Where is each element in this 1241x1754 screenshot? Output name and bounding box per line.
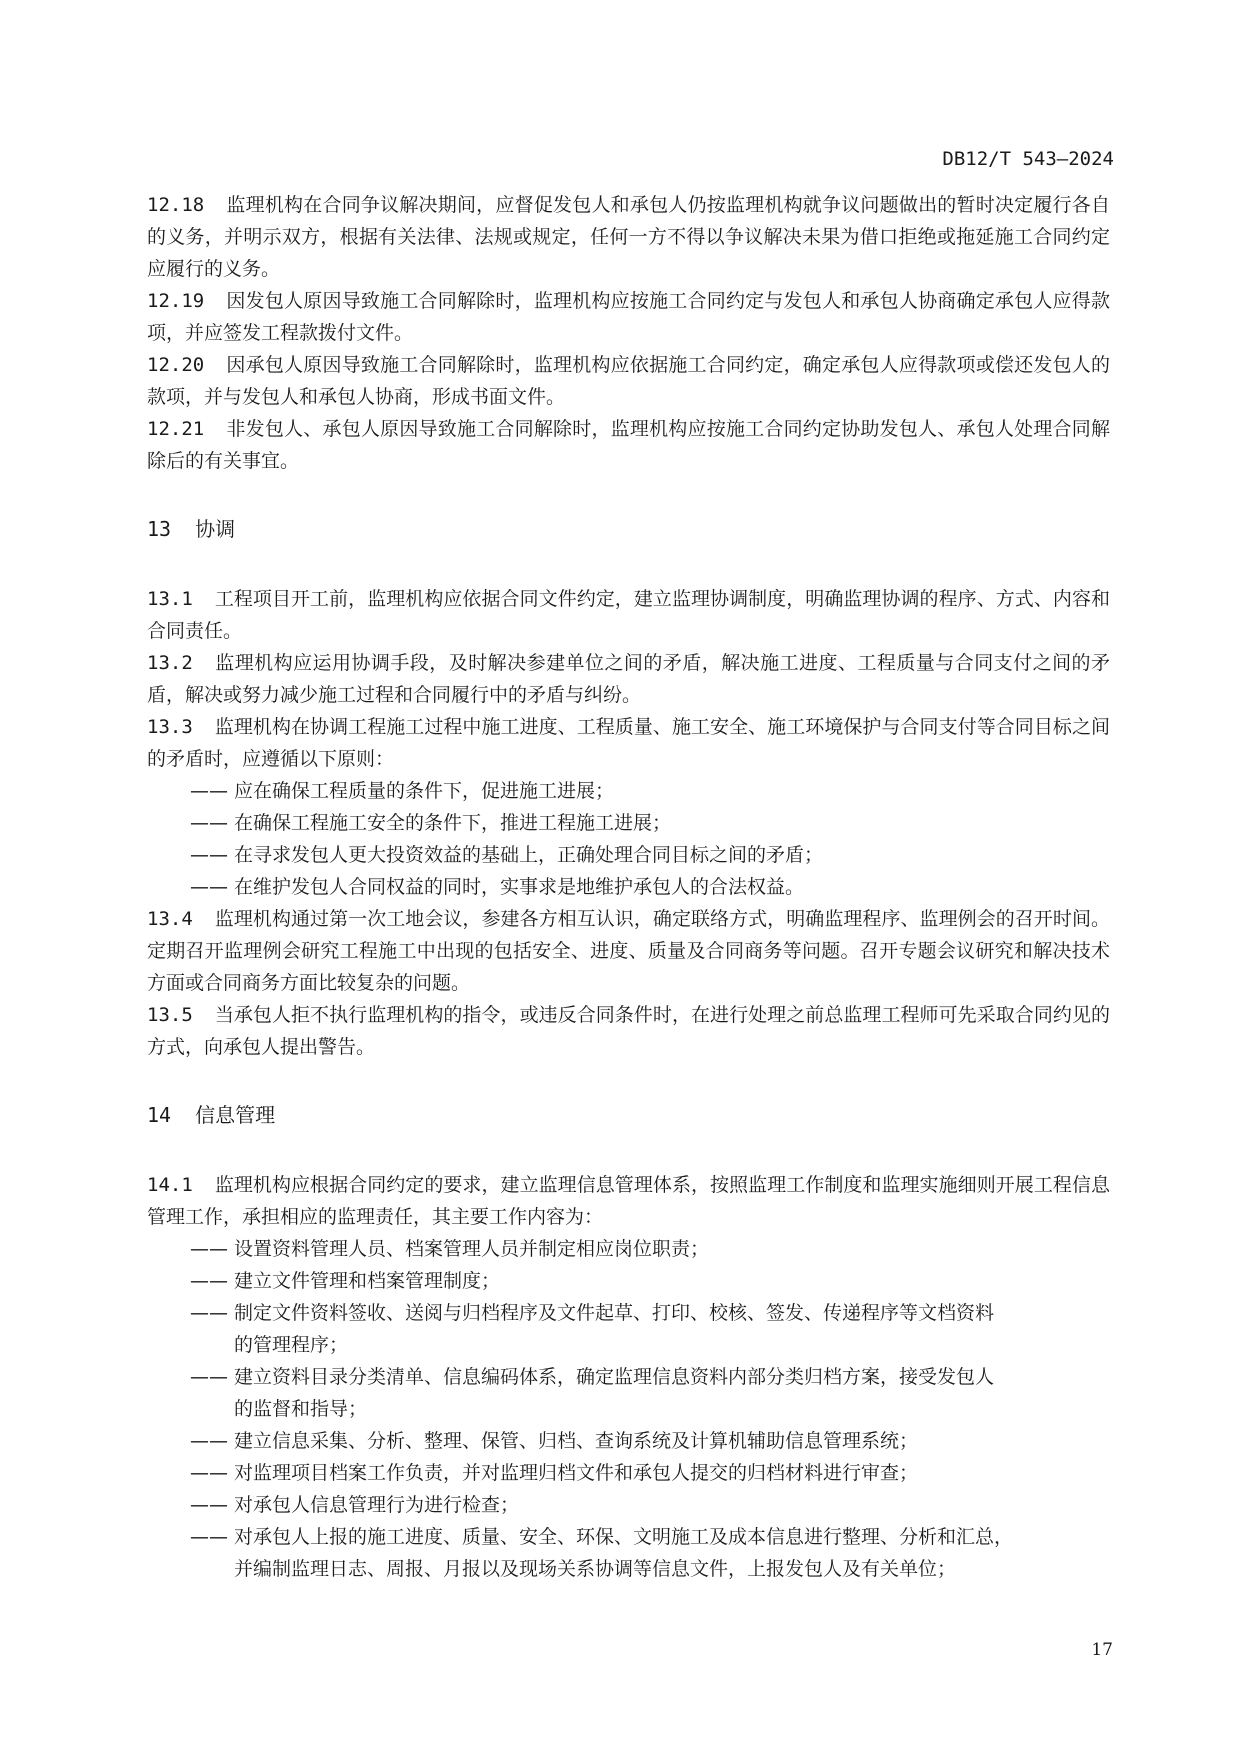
clause-13-2 (147, 647, 1110, 711)
clause-text: 监理机构应根据合同约定的要求，建立监理信息管理体系，按照监理工作制度和监理实施细则开展工程信息管理工作，承担相应的监理责任，其主要工作内容为： (147, 1174, 1110, 1228)
clause-14-1 (147, 1169, 1110, 1233)
dash-mark: —— (190, 1462, 228, 1484)
clause-13-3 (147, 711, 1110, 775)
page-body (147, 189, 1110, 1585)
list-item: —— 在确保工程施工安全的条件下，推进工程施工进展； (147, 807, 1110, 839)
clause-text: 因发包人原因导致施工合同解除时，监理机构应按施工合同约定与发包人和承包人协商确定承包人应得款项，并应签发工程款拨付文件。 (147, 290, 1110, 344)
dash-mark: —— (190, 844, 228, 866)
clause-text: 非发包人、承包人原因导致施工合同解除时，监理机构应按施工合同约定协助发包人、承包人处理合同解除后的有关事宜。 (147, 418, 1110, 472)
list-item: —— 建立文件管理和档案管理制度； (147, 1265, 1110, 1297)
list-item: —— 制定文件资料签收、送阅与归档程序及文件起草、打印、校核、签发、传递程序等文档资料 的管理程序； (147, 1297, 1110, 1361)
list-item: —— 对监理项目档案工作负责，并对监理归档文件和承包人提交的归档材料进行审查； (147, 1457, 1110, 1489)
dash-mark: —— (190, 1302, 228, 1324)
clause-number: 12.20 (147, 354, 205, 376)
document-code: DB12/T 543—2024 (942, 148, 1114, 170)
clause-text: 监理机构应运用协调手段，及时解决参建单位之间的矛盾，解决施工进度、工程质量与合同支付之间的矛盾，解决或努力减少施工过程和合同履行中的矛盾与纠纷。 (147, 652, 1110, 706)
section-14-heading (147, 1099, 1110, 1131)
clause-text: 监理机构在协调工程施工过程中施工进度、工程质量、施工安全、施工环境保护与合同支付等合同目标之间的矛盾时，应遵循以下原则： (147, 716, 1110, 770)
dash-mark: —— (190, 1494, 228, 1516)
list-item: —— 在维护发包人合同权益的同时，实事求是地维护承包人的合法权益。 (147, 871, 1110, 903)
clause-text: 监理机构通过第一次工地会议，参建各方相互认识，确定联络方式，明确监理程序、监理例会的召开时间。定期召开监理例会研究工程施工中出现的包括安全、进度、质量及合同商务等问题。召开专题会议研究和解决技术方面或合同商务方面比较复杂的问题。 (147, 908, 1110, 994)
clause-12-19 (147, 285, 1110, 349)
clause-13-5 (147, 999, 1110, 1063)
section-number: 13 (147, 517, 172, 541)
list-item: —— 设置资料管理人员、档案管理人员并制定相应岗位职责； (147, 1233, 1110, 1265)
dash-mark: —— (190, 1430, 228, 1452)
clause-text: 工程项目开工前，监理机构应依据合同文件约定，建立监理协调制度，明确监理协调的程序、方式、内容和合同责任。 (147, 588, 1110, 642)
clause-13-4 (147, 903, 1110, 999)
clause-text: 监理机构在合同争议解决期间，应督促发包人和承包人仍按监理机构就争议问题做出的暂时决定履行各自的义务，并明示双方，根据有关法律、法规或规定，任何一方不得以争议解决未果为借口拒绝或拖延施工合同约定应履行的义务。 (147, 194, 1110, 280)
list-item: —— 应在确保工程质量的条件下，促进施工进展； (147, 775, 1110, 807)
dash-mark: —— (190, 1270, 228, 1292)
clause-text: 当承包人拒不执行监理机构的指令，或违反合同条件时，在进行处理之前总监理工程师可先采取合同约见的方式，向承包人提出警告。 (147, 1004, 1110, 1058)
section-number: 14 (147, 1103, 172, 1127)
clause-number: 13.2 (147, 652, 193, 674)
list-item: —— 对承包人信息管理行为进行检查； (147, 1489, 1110, 1521)
dash-mark: —— (190, 780, 228, 802)
section-13-heading (147, 513, 1110, 545)
section-title: 信息管理 (195, 1103, 276, 1127)
clause-number: 13.5 (147, 1004, 193, 1026)
dash-mark: —— (190, 1526, 228, 1548)
list-item: —— 在寻求发包人更大投资效益的基础上，正确处理合同目标之间的矛盾； (147, 839, 1110, 871)
clause-number: 13.1 (147, 588, 193, 610)
clause-text: 因承包人原因导致施工合同解除时，监理机构应依据施工合同约定，确定承包人应得款项或偿还发包人的款项，并与发包人和承包人协商，形成书面文件。 (147, 354, 1110, 408)
page-number: 17 (1091, 1640, 1113, 1660)
clause-12-21 (147, 413, 1110, 477)
clause-12-18 (147, 189, 1110, 285)
clause-number: 14.1 (147, 1174, 193, 1196)
dash-mark: —— (190, 1238, 228, 1260)
clause-number: 12.18 (147, 194, 205, 216)
clause-number: 12.19 (147, 290, 205, 312)
clause-13-1 (147, 583, 1110, 647)
clause-number: 12.21 (147, 418, 205, 440)
clause-number: 13.4 (147, 908, 193, 930)
list-item: —— 建立资料目录分类清单、信息编码体系，确定监理信息资料内部分类归档方案，接受发包人 的监督和指导； (147, 1361, 1110, 1425)
clause-number: 13.3 (147, 716, 193, 738)
list-item: —— 对承包人上报的施工进度、质量、安全、环保、文明施工及成本信息进行整理、分析和汇总， 并编制监理日志、周报、月报以及现场关系协调等信息文件，上报发包人及有关单位； (147, 1521, 1110, 1585)
dash-mark: —— (190, 812, 228, 834)
clause-12-20 (147, 349, 1110, 413)
dash-mark: —— (190, 1366, 228, 1388)
list-item: —— 建立信息采集、分析、整理、保管、归档、查询系统及计算机辅助信息管理系统； (147, 1425, 1110, 1457)
section-title: 协调 (195, 517, 236, 541)
dash-mark: —— (190, 876, 228, 898)
